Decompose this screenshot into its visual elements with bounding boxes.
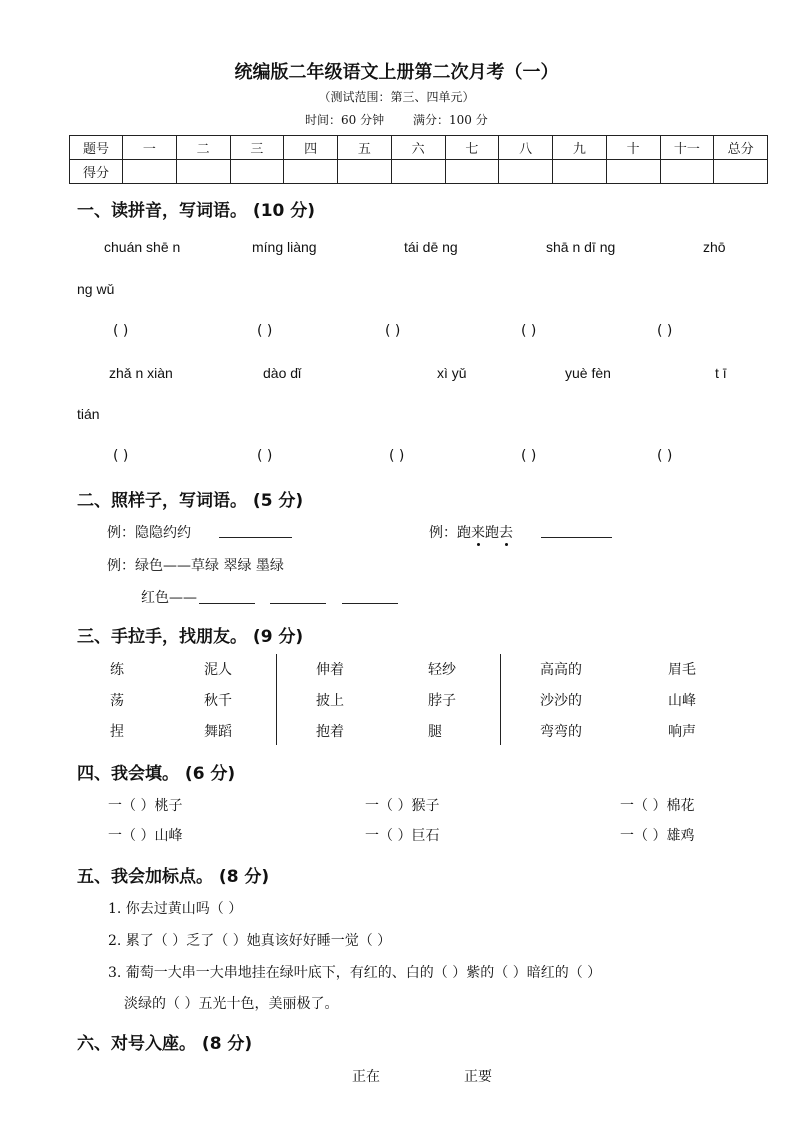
score-input-cell[interactable] [391,160,445,184]
match-word[interactable]: 练 [110,662,124,678]
fill-item[interactable]: 一（ ）猴子 [365,798,440,814]
fill-item[interactable]: 一（ ）山峰 [108,828,183,844]
answer-blank[interactable]: ( ) [385,323,401,339]
score-table-score-row [70,160,768,184]
pinyin: shā n dī ng [546,239,616,255]
match-word[interactable]: 荡 [110,693,124,709]
match-word[interactable]: 抱着 [316,724,344,740]
score-table-cell: 五 [338,136,392,160]
answer-blank[interactable]: ( ) [521,323,537,339]
answer-blank[interactable]: ( ) [657,448,673,464]
score-table-cell: 题号 [70,136,123,160]
score-table-cell: 十一 [660,136,714,160]
pinyin-wrap: tián [77,406,100,422]
punctuation-question[interactable]: 2. 累了（ ）乏了（ ）她真该好好睡一觉（ ） [108,933,392,949]
match-word[interactable]: 弯弯的 [540,724,582,740]
punctuation-question[interactable]: 1. 你去过黄山吗（ ） [108,901,243,917]
exam-time: 时间：60 分钟 [305,113,385,127]
score-input-cell[interactable] [499,160,553,184]
score-input-cell[interactable] [338,160,392,184]
section-4-heading: 四、我会填。 (6 分) [77,764,236,784]
score-input-cell[interactable] [714,160,768,184]
answer-blank[interactable]: ( ) [389,448,405,464]
score-table-header-row [70,136,768,160]
score-table-cell: 四 [284,136,338,160]
match-word[interactable]: 披上 [316,693,344,709]
score-input-cell[interactable] [553,160,607,184]
pinyin: zhǎ n xiàn [109,365,173,381]
section-1-heading: 一、读拼音，写词语。 (10 分) [77,201,316,221]
answer-line[interactable] [541,523,612,538]
match-word[interactable]: 响声 [668,724,696,740]
word-option: 正在 [352,1069,380,1085]
answer-blank[interactable]: ( ) [657,323,673,339]
word-option: 正要 [464,1069,492,1085]
section-2-heading: 二、照样子，写词语。 (5 分) [77,491,304,511]
example-2-mid: 跑 [485,525,499,541]
pinyin: chuán shē n [104,239,181,255]
punctuation-question[interactable]: 3. 葡萄一大串一大串地挂在绿叶底下，有红的、白的（ ）紫的（ ）暗红的（ ） [108,965,602,981]
section-5-heading: 五、我会加标点。 (8 分) [77,867,270,887]
example-3: 例：绿色——草绿 翠绿 墨绿 [107,558,284,574]
match-word[interactable]: 捏 [110,724,124,740]
answer-blank[interactable]: ( ) [521,448,537,464]
answer-line[interactable] [270,589,326,604]
full-score: 满分：100 分 [413,113,488,127]
pinyin: míng liàng [252,239,317,255]
score-table-cell: 总分 [714,136,768,160]
match-word[interactable]: 秋千 [204,693,232,709]
fill-item[interactable]: 一（ ）桃子 [108,798,183,814]
match-word[interactable]: 沙沙的 [540,693,582,709]
score-table-cell: 八 [499,136,553,160]
example-3-question: 红色—— [141,590,197,606]
score-table-cell: 九 [553,136,607,160]
match-word[interactable]: 腿 [428,724,442,740]
score-table-cell: 一 [123,136,177,160]
answer-line[interactable] [199,589,255,604]
score-table [69,135,768,184]
pinyin: dào dǐ [263,365,302,381]
score-input-cell[interactable] [606,160,660,184]
pinyin: t ī [715,365,727,381]
score-input-cell[interactable] [176,160,230,184]
score-input-cell[interactable] [230,160,284,184]
example-2-lai: 来 [471,522,485,542]
fill-item[interactable]: 一（ ）雄鸡 [620,828,695,844]
score-table-cell: 三 [230,136,284,160]
pinyin: yuè fèn [565,365,611,381]
page-title: 统编版二年级语文上册第二次月考（一） [234,62,559,83]
score-input-cell[interactable] [660,160,714,184]
divider [500,654,501,745]
pinyin: xì yǔ [437,365,467,381]
divider [276,654,277,745]
answer-blank[interactable]: ( ) [113,448,129,464]
section-3-heading: 三、手拉手，找朋友。 (9 分) [77,627,304,647]
pinyin: tái dē ng [404,239,458,255]
match-word[interactable]: 高高的 [540,662,582,678]
answer-line[interactable] [219,523,292,538]
match-word[interactable]: 舞蹈 [204,724,232,740]
match-word[interactable]: 山峰 [668,693,696,709]
example-2 [429,522,513,542]
punctuation-question-cont[interactable]: 淡绿的（ ）五光十色，美丽极了。 [124,996,339,1012]
score-input-cell[interactable] [445,160,499,184]
match-word[interactable]: 伸着 [316,662,344,678]
match-word[interactable]: 轻纱 [428,662,456,678]
pinyin-wrap: ng wǔ [77,281,115,297]
example-2-pre: 例：跑 [429,525,471,541]
example-2-qu: 去 [499,522,513,542]
answer-blank[interactable]: ( ) [257,448,273,464]
score-input-cell[interactable] [123,160,177,184]
score-table-cell: 六 [391,136,445,160]
score-table-cell: 七 [445,136,499,160]
match-word[interactable]: 脖子 [428,693,456,709]
fill-item[interactable]: 一（ ）巨石 [365,828,440,844]
answer-line[interactable] [342,589,398,604]
fill-item[interactable]: 一（ ）棉花 [620,798,695,814]
pinyin: zhō [703,239,726,255]
score-row-label: 得分 [70,160,123,184]
match-word[interactable]: 泥人 [204,662,232,678]
match-word[interactable]: 眉毛 [668,662,696,678]
example-1: 例：隐隐约约 [107,525,191,541]
test-scope: （测试范围：第三、四单元） [318,90,475,104]
answer-blank[interactable]: ( ) [113,323,129,339]
score-input-cell[interactable] [284,160,338,184]
section-6-heading: 六、对号入座。 (8 分) [77,1034,253,1054]
answer-blank[interactable]: ( ) [257,323,273,339]
score-table-cell: 十 [606,136,660,160]
score-table-cell: 二 [176,136,230,160]
